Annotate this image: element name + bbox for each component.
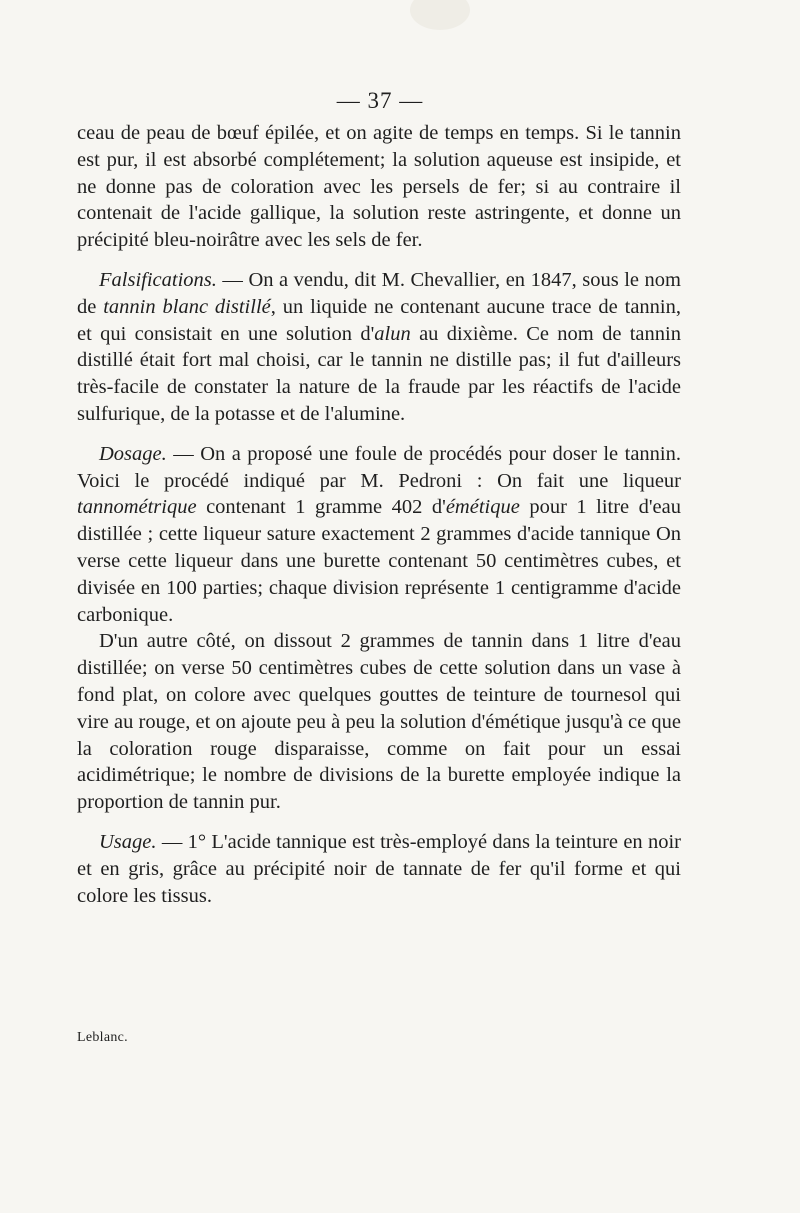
body-text [77, 120, 681, 909]
italic-term: alun [374, 322, 411, 345]
italic-term: émétique [445, 496, 520, 519]
section-label-falsifications: Falsifications. [99, 268, 217, 291]
text-run: — On a vendu, dit M. Chevallier, en 1847, sous le nom de [77, 268, 681, 318]
text-run: contenant 1 gramme 402 d' [196, 496, 446, 519]
signature-line: Leblanc. [77, 1030, 128, 1045]
text-run: pour 1 litre d'eau distillée ; cette liqueur sature exactement 2 grammes d'acide tannique On verse cette liqueur dans une burette contenant 50 centimètres cubes, et divisée en 100 parties; chaque division représente 1 centigramme d'acide carbonique. [77, 496, 682, 626]
paragraph-dosage-method: D'un autre côté, on dissout 2 grammes de tannin dans 1 litre d'eau distillée; on verse 50 centimètres cubes de cette solution dans un vase à fond plat, on colore avec quelques gouttes de teinture de tournesol qui vire au rouge, et on ajoute peu à peu la solution d'émétique jusqu'à ce que la coloration rouge disparaisse, comme on fait pour un essai acidimétrique; le nombre de divisions de la burette employée indique la proportion de tannin pur. [77, 630, 681, 814]
paragraph-dosage [77, 441, 681, 629]
paragraph-falsifications [77, 267, 681, 428]
italic-term: tannométrique [77, 496, 197, 519]
section-label-usage: Usage. [99, 830, 157, 853]
section-label-dosage: Dosage. [99, 442, 167, 465]
paragraph-usage [77, 829, 681, 909]
paper-stain [410, 0, 470, 30]
italic-term: tannin blanc distillé [103, 295, 271, 318]
text-run: — On a proposé une foule de procédés pour doser le tannin. Voici le procédé indiqué par M. Pedroni : On fait une liqueur [77, 442, 681, 492]
text-run: , un liquide ne contenant aucune trace de tannin, et qui consistait en une solution d' [77, 295, 681, 345]
text-run: — 1° L'acide tannique est très-employé dans la teinture en noir et en gris, grâce au précipité noir de tannate de fer qu'il forme et qui colore les tissus. [77, 830, 681, 907]
text-run: au dixième. Ce nom de tannin distillé était fort mal choisi, car le tannin ne distille pas; il fut d'ailleurs très-facile de constater la nature de la fraude par les réactifs de l'acide sulfurique, de la potasse et de l'alumine. [77, 322, 681, 425]
page-number: — 37 — [336, 88, 424, 113]
paragraph-continuation: ceau de peau de bœuf épilée, et on agite de temps en temps. Si le tannin est pur, il est absorbé complétement; la solution aqueuse est insipide, et ne donne pas de coloration avec les persels de fer; si au contraire il contenait de l'acide gallique, la solution reste astringente, et donne un précipité bleu-noirâtre avec les sels de fer. [77, 122, 681, 252]
